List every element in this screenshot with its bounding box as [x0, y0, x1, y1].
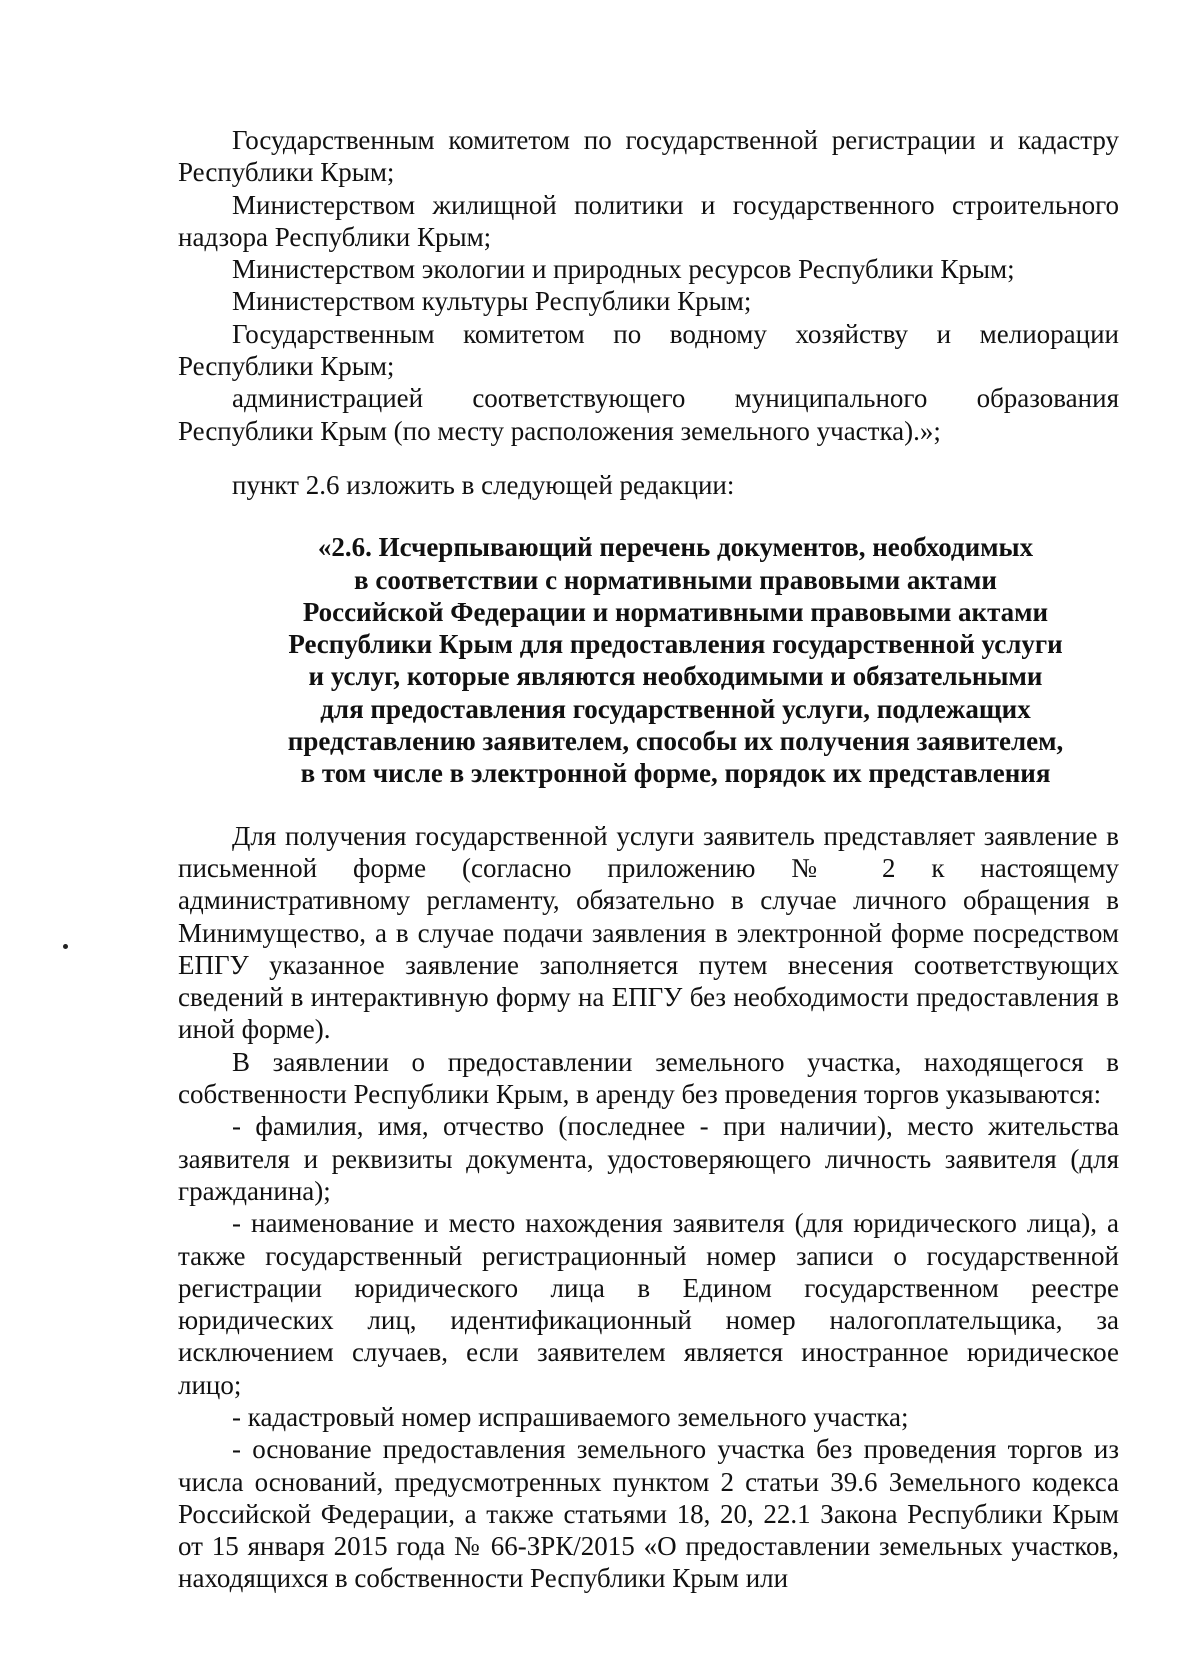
list-item: - фамилия, имя, отчество (последнее - при наличии), место жительства заявителя и реквизиты документа, удостоверяющего личность заявителя (для гражданина); [178, 1111, 1119, 1206]
intro-paragraph: Государственным комитетом по государственной регистрации и кадастру Республики Крым; [178, 125, 1119, 188]
heading-line: в том числе в электронной форме, порядок их представления [300, 758, 1051, 789]
intro-paragraph: Министерством культуры Республики Крым; [232, 286, 752, 317]
scan-speck [63, 944, 68, 949]
list-item: - кадастровый номер испрашиваемого земельного участка; [232, 1401, 909, 1432]
body-paragraph: Для получения государственной услуги заявитель представляет заявление в письменной форме (согласно приложению № 2 к настоящему административному регламенту, обязательно в случае личного обращения в Минимущество, а в случае подачи заявления в электронной форме посредством ЕПГУ указанное заявление заполняется путем внесения соответствующих сведений в интерактивную форму на ЕПГУ без необходимости предоставления в иной форме). [178, 820, 1119, 1045]
heading-line: представлению заявителем, способы их получения заявителем, [287, 726, 1064, 757]
section-heading [178, 531, 1119, 789]
intro-paragraph: Министерством жилищной политики и государственного строительного надзора Республики Крым; [178, 189, 1119, 252]
list-item: - наименование и место нахождения заявителя (для юридического лица), а также государственный регистрационный номер записи о государственной регистрации юридического лица в Едином государственном реестре юридических лиц, идентификационный номер налогоплательщика, за исключением случаев, если заявителем является иностранное юридическое лицо; [178, 1208, 1119, 1400]
heading-line: «2.6. Исчерпывающий перечень документов, необходимых [317, 532, 1034, 563]
intro-paragraph: Государственным комитетом по водному хозяйству и мелиорации Республики Крым; [178, 318, 1119, 382]
heading-line: и услуг, которые являются необходимыми и обязательными [308, 661, 1043, 692]
heading-line: Российской Федерации и нормативными правовыми актами [302, 596, 1049, 627]
intro-paragraph: администрацией соответствующего муниципального образования Республики Крым (по месту расположения земельного участка).»; [178, 383, 1119, 446]
heading-line: в соответствии с нормативными правовыми актами [354, 564, 997, 595]
body-paragraph: В заявлении о предоставлении земельного участка, находящегося в собственности Республики Крым, в аренду без проведения торгов указываются: [178, 1046, 1119, 1110]
amendment-instruction: пункт 2.6 изложить в следующей редакции: [232, 469, 735, 500]
heading-line: Республики Крым для предоставления государственной услуги [288, 629, 1063, 660]
document-body [178, 124, 1119, 1595]
heading-line: для предоставления государственной услуги, подлежащих [320, 693, 1031, 724]
intro-paragraph: Министерством экологии и природных ресурсов Республики Крым; [232, 254, 1015, 285]
list-item: - основание предоставления земельного участка без проведения торгов из числа оснований, предусмотренных пунктом 2 статьи 39.6 Земельного кодекса Российской Федерации, а также статьями 18, 20, 22.1 Закона Республики Крым от 15 января 2015 года № 66-ЗРК/2015 «О предоставлении земельных участков, находящихся в собственности Республики Крым или [178, 1434, 1119, 1594]
